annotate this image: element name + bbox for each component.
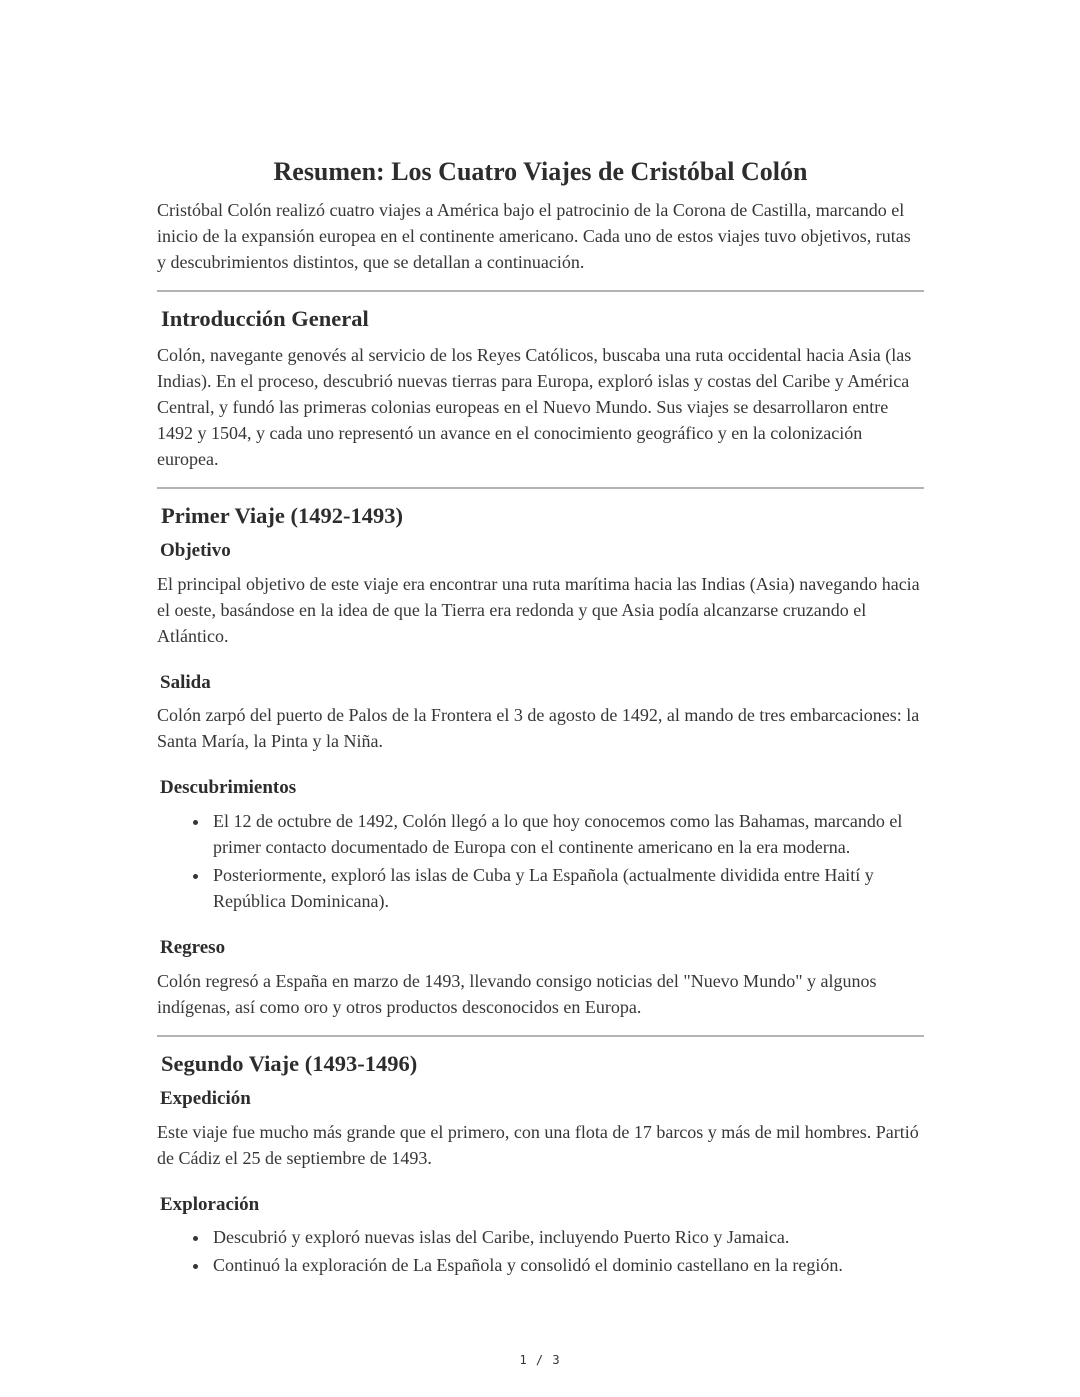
bullet-list (157, 1224, 924, 1278)
subsection-objetivo (157, 539, 924, 649)
section-segundo-viaje (157, 1050, 924, 1279)
subsection-heading: Objetivo (160, 539, 231, 561)
subsection-heading: Exploración (160, 1193, 260, 1215)
subsection-exploracion (157, 1193, 924, 1279)
section-paragraph: Colón, navegante genovés al servicio de los Reyes Católicos, buscaba una ruta occidental hacia Asia (las Indias). En el proceso, descubrió nuevas tierras para Europa, exploró islas y costas del Caribe y América Central, y fundó las primeras colonias europeas en el Nuevo Mundo. Sus viajes se desarrollaron entre 1492 y 1504, y cada uno representó un avance en el conocimiento geográfico y en la colonización europea. (157, 344, 912, 469)
section-divider (157, 290, 924, 292)
subsection-paragraph: Colón regresó a España en marzo de 1493, llevando consigo noticias del "Nuevo Mundo" y algunos indígenas, así como oro y otros productos desconocidos en Europa. (157, 970, 877, 1017)
lead-paragraph: Cristóbal Colón realizó cuatro viajes a América bajo el patrocinio de la Corona de Castilla, marcando el inicio de la expansión europea en el continente americano. Cada uno de estos viajes tuvo objetivos, rutas y descubrimientos distintos, que se detallan a continuación. (157, 199, 911, 272)
subsection-paragraph: Colón zarpó del puerto de Palos de la Frontera el 3 de agosto de 1492, al mando de tres embarcaciones: la Santa María, la Pinta y la Niña. (157, 705, 920, 752)
list-item: • Descubrió y exploró nuevas islas del Caribe, incluyendo Puerto Rico y Jamaica. (210, 1224, 924, 1250)
page-number: 1 / 3 (519, 1353, 561, 1367)
subsection-expedicion (157, 1087, 924, 1171)
bullet-list (157, 808, 924, 914)
section-heading: Segundo Viaje (1493-1496) (161, 1050, 418, 1076)
list-item: • Posteriormente, exploró las islas de Cuba y La Española (actualmente dividida entre Haití y República Dominicana). (210, 862, 924, 914)
subsection-heading: Expedición (160, 1087, 251, 1109)
list-item: • El 12 de octubre de 1492, Colón llegó a lo que hoy conocemos como las Bahamas, marcando el primer contacto documentado de Europa con el continente americano en la era moderna. (210, 808, 924, 860)
subsection-heading: Regreso (160, 937, 226, 958)
subsection-heading: Descubrimientos (160, 777, 297, 799)
section-heading: Introducción General (161, 305, 369, 331)
subsection-paragraph: El principal objetivo de este viaje era encontrar una ruta marítima hacia las Indias (Asia) navegando hacia el oeste, basándose en la idea de que la Tierra era redonda y que Asia podía alcanzarse cruzando el Atlántico. (157, 573, 920, 646)
section-heading: Primer Viaje (1492-1493) (161, 502, 404, 528)
subsection-descubrimientos (157, 776, 924, 914)
page-title: Resumen: Los Cuatro Viajes de Cristóbal Colón (273, 157, 808, 186)
section-divider (157, 487, 924, 489)
subsection-heading: Salida (160, 671, 211, 693)
section-divider (157, 1035, 924, 1037)
section-introduccion-general (157, 305, 924, 472)
list-item: • Continuó la exploración de La Española y consolidó el dominio castellano en la región. (210, 1252, 924, 1278)
section-primer-viaje (157, 502, 924, 1020)
subsection-salida (157, 671, 924, 755)
subsection-paragraph: Este viaje fue mucho más grande que el primero, con una flota de 17 barcos y más de mil hombres. Partió de Cádiz el 25 de septiembre de 1493. (157, 1121, 919, 1168)
subsection-regreso (157, 936, 924, 1020)
